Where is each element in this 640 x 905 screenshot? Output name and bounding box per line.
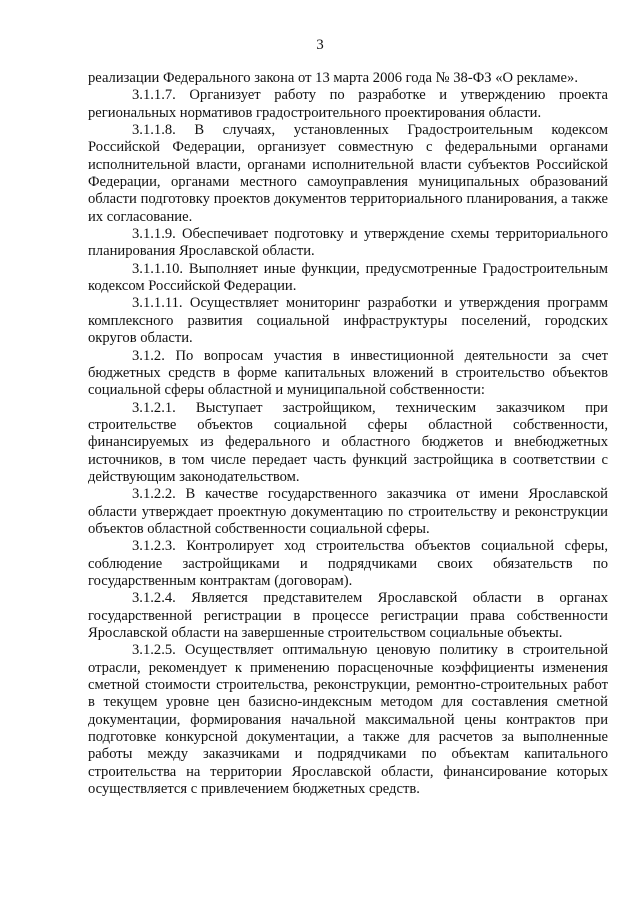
paragraph-3-1-2-1: 3.1.2.1. Выступает застройщиком, техническим заказчиком при строительстве объектов социальной сферы областной собственности, финансируемых из федерального и областного бюджетов и внебюджетных источников, в том числе передает часть функций застройщика в соответствии с действующим законодательством. — [88, 399, 608, 485]
document-body — [88, 70, 608, 798]
paragraph-3-1-2-2: 3.1.2.2. В качестве государственного заказчика от имени Ярославской области утверждает проектную документацию по строительству и реконструкции объектов областной собственности социальной сферы. — [88, 486, 608, 537]
paragraph-continued: реализации Федерального закона от 13 марта 2006 года № 38-ФЗ «О рекламе». — [88, 70, 578, 86]
paragraph-3-1-1-7: 3.1.1.7. Организует работу по разработке и утверждению проекта региональных нормативов градостроительного проектирования области. — [88, 87, 608, 121]
paragraph-3-1-1-11: 3.1.1.11. Осуществляет мониторинг разработки и утверждения программ комплексного развития социальной инфраструктуры поселений, городских округов области. — [88, 295, 608, 347]
page-number: 3 — [316, 37, 324, 53]
paragraph-3-1-2: 3.1.2. По вопросам участия в инвестиционной деятельности за счет бюджетных средств в форме капитальных вложений в строительство объектов социальной сферы областной и муниципальной собственности: — [88, 347, 608, 399]
paragraph-3-1-1-10: 3.1.1.10. Выполняет иные функции, предусмотренные Градостроительным кодексом Российской Федерации. — [88, 260, 608, 295]
paragraph-3-1-1-8: 3.1.1.8. В случаях, установленных Градостроительным кодексом Российской Федерации, организует совместную с федеральными органами исполнительной власти, органами исполнительной власти субъектов Российской Федерации, органами местного самоуправления муниципальных образований области подготовку проектов документов территориального планирования, а также их согласование. — [88, 122, 608, 225]
paragraph-3-1-1-9: 3.1.1.9. Обеспечивает подготовку и утверждение схемы территориального планирования Ярославской области. — [88, 226, 608, 260]
paragraph-3-1-2-3: 3.1.2.3. Контролирует ход строительства объектов социальной сферы, соблюдение застройщиками и подрядчиками своих обязательств по государственным контрактам (договорам). — [88, 538, 608, 589]
paragraph-3-1-2-4: 3.1.2.4. Является представителем Ярославской области в органах государственной регистрации в процессе регистрации права собственности Ярославской области на завершенные строительством социальные объекты. — [88, 590, 608, 641]
paragraph-3-1-2-5: 3.1.2.5. Осуществляет оптимальную ценовую политику в строительной отрасли, рекомендует к применению порасценочные коэффициенты изменения сметной стоимости строительства, реконструкции, ремонтно-строительных работ в текущем уровне цен базисно-индексным методом для составления сметной документации, формирования начальной максимальной цены контрактов при подготовке конкурсной документации, а также для расчетов за выполненные работы между заказчиками и подрядчиками по объектам капитального строительства на территории Ярославской области, финансирование которых осуществляется с привлечением бюджетных средств. — [88, 642, 608, 798]
